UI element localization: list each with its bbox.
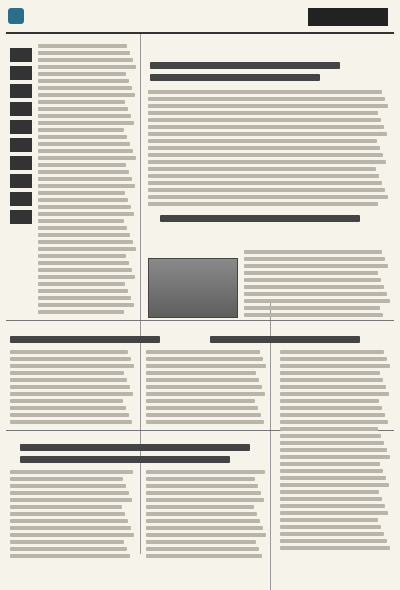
text-line xyxy=(146,540,256,544)
text-line xyxy=(38,100,125,104)
text-line xyxy=(280,525,381,529)
text-line xyxy=(10,533,134,537)
text-line xyxy=(148,188,385,192)
text-line xyxy=(10,399,123,403)
text-line xyxy=(10,378,127,382)
text-line xyxy=(10,519,128,523)
headline xyxy=(150,74,320,81)
text-line xyxy=(146,371,256,375)
text-line xyxy=(146,364,266,368)
text-line xyxy=(38,219,124,223)
news-photo xyxy=(148,258,238,318)
text-line xyxy=(146,406,258,410)
text-line xyxy=(10,371,124,375)
text-line xyxy=(38,135,127,139)
text-line xyxy=(148,118,381,122)
text-line xyxy=(280,490,379,494)
text-line xyxy=(280,469,383,473)
text-line xyxy=(280,455,390,459)
text-line xyxy=(280,511,388,515)
text-line xyxy=(146,357,263,361)
text-line xyxy=(146,519,260,523)
text-line xyxy=(244,264,388,268)
text-line xyxy=(280,539,387,543)
headline xyxy=(10,336,160,343)
text-line xyxy=(280,378,383,382)
text-line xyxy=(146,470,265,474)
text-line xyxy=(38,205,131,209)
text-line xyxy=(148,181,382,185)
text-line xyxy=(10,554,130,558)
text-line xyxy=(244,285,384,289)
text-line xyxy=(280,364,390,368)
text-line xyxy=(10,385,130,389)
text-line xyxy=(280,350,384,354)
text-line xyxy=(38,156,136,160)
text-line xyxy=(146,378,259,382)
text-line xyxy=(38,247,136,251)
text-line xyxy=(280,434,381,438)
text-line xyxy=(10,350,128,354)
text-line xyxy=(280,504,385,508)
text-line xyxy=(148,104,388,108)
text-line xyxy=(38,107,128,111)
text-line xyxy=(38,128,124,132)
column-rule xyxy=(270,300,271,590)
text-line xyxy=(38,93,135,97)
text-line xyxy=(38,261,129,265)
headline xyxy=(20,444,250,451)
text-line xyxy=(146,420,264,424)
text-line xyxy=(244,292,387,296)
text-line xyxy=(280,357,387,361)
text-line xyxy=(38,149,133,153)
text-line xyxy=(148,174,379,178)
text-line xyxy=(10,540,124,544)
text-line xyxy=(148,125,384,129)
text-line xyxy=(38,289,128,293)
text-line xyxy=(146,413,261,417)
text-line xyxy=(280,532,384,536)
text-line xyxy=(146,477,255,481)
text-line xyxy=(280,392,389,396)
text-line xyxy=(280,441,384,445)
text-line xyxy=(38,303,134,307)
text-line xyxy=(10,406,126,410)
text-line xyxy=(10,477,123,481)
text-line xyxy=(10,498,132,502)
text-line xyxy=(280,406,382,410)
headline xyxy=(20,456,230,463)
text-line xyxy=(146,350,260,354)
text-line xyxy=(280,546,390,550)
text-line xyxy=(280,518,378,522)
text-line xyxy=(10,505,122,509)
text-line xyxy=(148,167,376,171)
text-line xyxy=(38,184,135,188)
text-line xyxy=(280,420,388,424)
text-line xyxy=(38,51,130,55)
text-line xyxy=(38,226,127,230)
text-line xyxy=(38,191,125,195)
page-header xyxy=(6,6,394,34)
text-line xyxy=(38,142,130,146)
page-number-badge xyxy=(8,8,24,24)
text-line xyxy=(146,498,264,502)
text-line xyxy=(10,526,131,530)
text-line xyxy=(38,44,127,48)
text-line xyxy=(146,512,257,516)
text-line xyxy=(38,163,126,167)
text-line xyxy=(280,371,380,375)
text-line xyxy=(244,278,381,282)
text-line xyxy=(146,491,261,495)
text-line xyxy=(38,240,133,244)
text-line xyxy=(244,271,378,275)
text-line xyxy=(148,132,387,136)
text-line xyxy=(38,254,126,258)
text-line xyxy=(244,313,383,317)
text-line xyxy=(38,65,136,69)
text-line xyxy=(280,483,389,487)
text-line xyxy=(146,533,266,537)
headline xyxy=(150,62,340,69)
text-line xyxy=(280,399,379,403)
text-line xyxy=(10,420,132,424)
section-divider xyxy=(6,320,394,321)
text-line xyxy=(38,170,129,174)
headline xyxy=(160,215,360,222)
text-line xyxy=(280,497,382,501)
text-line xyxy=(38,177,132,181)
text-line xyxy=(10,491,129,495)
text-line xyxy=(38,58,133,62)
text-line xyxy=(244,250,382,254)
text-line xyxy=(148,202,378,206)
column-rule xyxy=(140,34,141,554)
text-line xyxy=(38,268,132,272)
text-line xyxy=(10,413,129,417)
text-line xyxy=(280,385,386,389)
text-line xyxy=(10,364,134,368)
text-line xyxy=(38,79,129,83)
text-line xyxy=(10,512,125,516)
text-line xyxy=(280,476,386,480)
text-line xyxy=(146,385,262,389)
text-line xyxy=(38,121,134,125)
text-line xyxy=(146,392,265,396)
text-line xyxy=(146,526,263,530)
text-line xyxy=(148,97,385,101)
text-line xyxy=(146,547,259,551)
text-line xyxy=(38,72,126,76)
text-line xyxy=(148,139,377,143)
text-line xyxy=(38,212,134,216)
text-line xyxy=(280,448,387,452)
text-line xyxy=(10,484,126,488)
text-line xyxy=(280,413,385,417)
text-line xyxy=(244,306,380,310)
text-line xyxy=(38,310,124,314)
text-line xyxy=(280,427,378,431)
text-line xyxy=(146,554,262,558)
text-line xyxy=(38,86,132,90)
text-line xyxy=(10,392,133,396)
text-line xyxy=(148,195,388,199)
text-line xyxy=(280,462,380,466)
vertical-headline xyxy=(10,48,32,238)
text-line xyxy=(10,547,127,551)
text-line xyxy=(38,198,128,202)
text-line xyxy=(148,153,383,157)
text-line xyxy=(146,505,254,509)
text-line xyxy=(148,160,386,164)
text-line xyxy=(38,275,135,279)
text-line xyxy=(146,399,255,403)
text-line xyxy=(146,484,258,488)
headline xyxy=(210,336,360,343)
text-line xyxy=(38,282,125,286)
newspaper-masthead xyxy=(308,8,388,26)
text-line xyxy=(148,111,378,115)
text-line xyxy=(244,299,390,303)
text-line xyxy=(244,257,385,261)
text-line xyxy=(148,90,382,94)
text-line xyxy=(148,146,380,150)
text-line xyxy=(38,114,131,118)
text-line xyxy=(38,233,130,237)
text-line xyxy=(10,470,133,474)
text-line xyxy=(38,296,131,300)
text-line xyxy=(10,357,131,361)
